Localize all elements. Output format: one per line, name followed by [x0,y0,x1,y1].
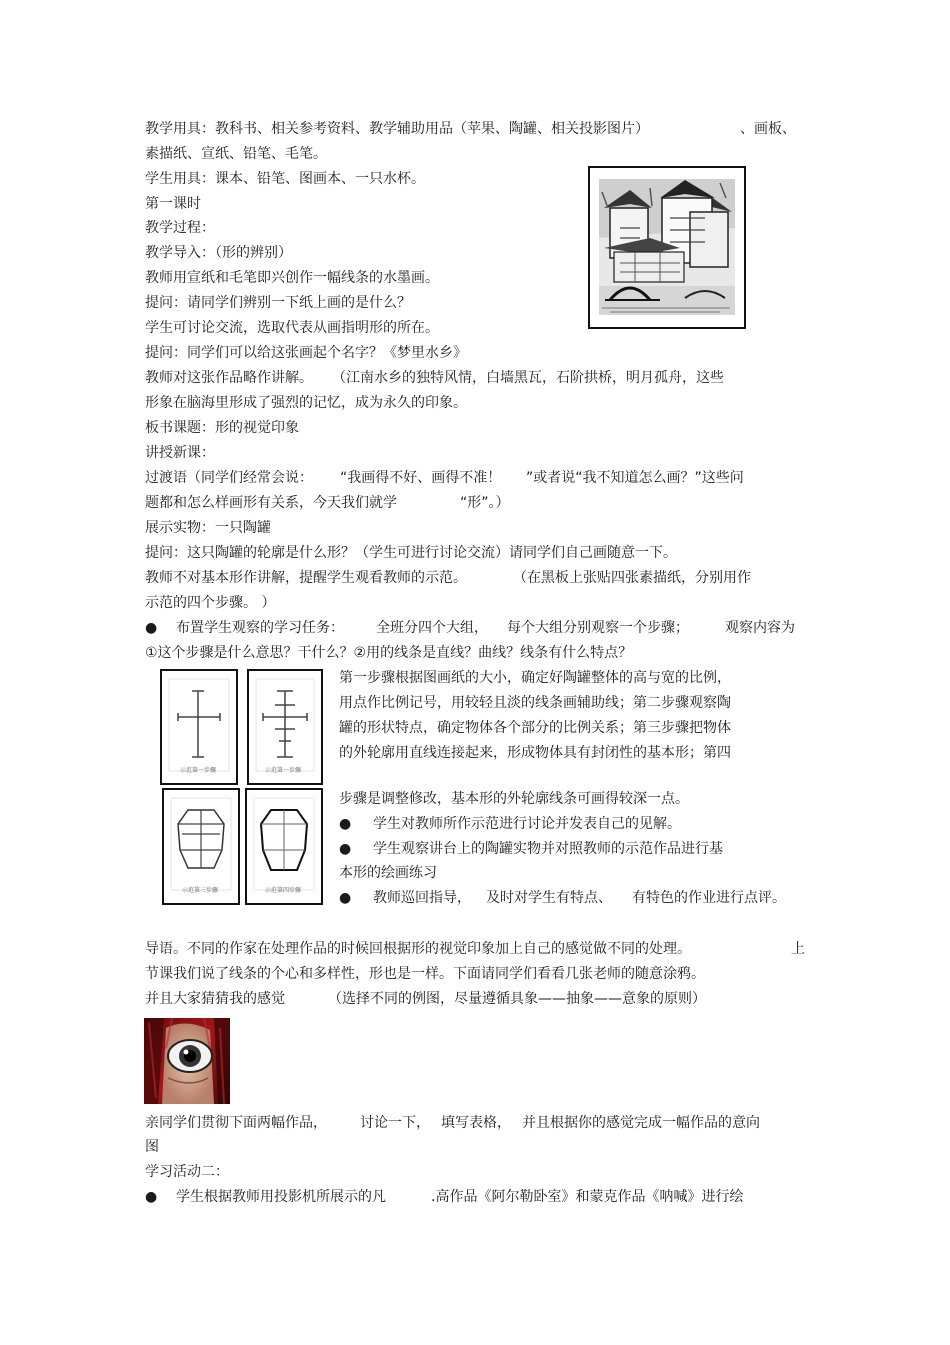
eye-doodle-image [144,1018,230,1104]
text-line: 提问：这只陶罐的轮廓是什么形？（学生可进行讨论交流）请同学们自己画随意一下。 [145,545,677,561]
text-line: 全班分四个大组， [376,620,488,636]
text-line: 有特色的作业进行点评。 [632,890,786,906]
text-line: 教师巡回指导， [373,890,471,906]
text-line: 并且大家猜猜我的感觉 [145,991,285,1007]
text-line: ”或者说“我不知道怎么画？”这些问 [526,470,744,486]
text-line: 教师对这张作品略作讲解。 [145,370,313,386]
text-line: 讨论一下， [360,1115,430,1131]
text-line: “形”。） [460,495,510,511]
text-line: 教师不对基本形作讲解，提醒学生观看教师的示范。 [145,570,467,586]
sketch-caption: 示范第一步骤 [265,767,302,774]
text-line: 亲同学们贯彻下面两幅作品， [145,1115,327,1131]
text-line: 的外轮廓用直线连接起来，形成物体具有封闭性的基本形；第四 [339,745,731,761]
text-line: （选择不同的例图，尽量遵循具象——抽象——意象的原则） [328,991,706,1007]
text-line: （在黑板上张贴四张素描纸，分别用作 [513,570,751,586]
text-line: 及时对学生有特点、 [486,890,612,906]
sketch-step-1 [160,669,238,785]
text-line: 图 [145,1139,159,1155]
text-line: 板书课题：形的视觉印象 [145,420,299,436]
text-line: 填写表格， [441,1115,511,1131]
text-line: 教师用宣纸和毛笔即兴创作一幅线条的水墨画。 [145,270,439,286]
text-line: 布置学生观察的学习任务： [176,620,344,636]
text-line: 学生可讨论交流，选取代表从画指明形的所在。 [145,320,439,336]
text-line: 学生根据教师用投影机所展示的凡 [176,1189,386,1205]
text-line: 学生对教师所作示范进行讨论并发表自己的见解。 [373,816,681,832]
sketch-caption: 示范第四步骤 [265,887,302,894]
sketch-step-3 [162,788,240,905]
bullet-icon [145,1187,157,1207]
bullet-icon [339,888,351,908]
text-line: 教学导入：（形的辨别） [145,245,292,261]
text-line: ①这个步骤是什么意思？干什么？②用的线条是直线？曲线？线条有什么特点？ [145,645,633,661]
text-line: 展示实物：一只陶罐 [145,520,271,536]
sketch-step-4 [245,788,323,905]
text-line: 学生用具：课本、铅笔、图画本、一只水杯。 [145,171,425,187]
text-line: 教学过程： [145,220,215,236]
text-line: （江南水乡的独特风情，白墙黑瓦，石阶拱桥，明月孤舟，这些 [332,370,724,386]
text-line: 过渡语（同学们经常会说： [145,470,313,486]
text-line: 观察内容为 [725,620,795,636]
bullet-icon [339,839,351,859]
text-line: 素描纸、宣纸、铅笔、毛笔。 [145,146,327,162]
ink-painting-image [588,166,746,329]
text-line: 导语。不同的作家在处理作品的时候回根据形的视觉印象加上自己的感觉做不同的处理。 [145,941,691,957]
text-line: 教学用具：教科书、相关参考资料、教学辅助用品（苹果、陶罐、相关投影图片） [145,121,649,137]
text-line: 并且根据你的感觉完成一幅作品的意向 [522,1115,760,1131]
sketch-step-2 [247,669,323,785]
text-line: 罐的形状特点，确定物体各个部分的比例关系；第三步骤把物体 [339,720,731,736]
text-line: 学生观察讲台上的陶罐实物并对照教师的示范作品进行基 [373,841,723,857]
text-line: 学习活动二： [145,1164,229,1180]
text-line: 用点作比例记号，用较轻且淡的线条画辅助线；第二步骤观察陶 [339,695,731,711]
lesson-heading: 第一课时 [145,196,201,212]
text-line: 题都和怎么样画形有关系，今天我们就学 [145,495,397,511]
bullet-icon [145,618,157,638]
text-line: 节课我们说了线条的个心和多样性，形也是一样。下面请同学们看看几张老师的随意涂鸦。 [145,966,705,982]
text-line: 提问：同学们可以给这张画起个名字？《梦里水乡》 [145,345,467,361]
text-line: 提问：请同学们辨别一下纸上画的是什么？ [145,295,411,311]
text-line: 形象在脑海里形成了强烈的记忆，成为永久的印象。 [145,395,467,411]
text-line: 示范的四个步骤。 ） [145,595,276,611]
text-line: 讲授新课： [145,445,215,461]
text-line: 每个大组分别观察一个步骤； [507,620,689,636]
text-line: 本形的绘画练习 [339,865,437,881]
text-line: 第一步骤根据图画纸的大小，确定好陶罐整体的高与宽的比例， [339,670,731,686]
text-line: 上 [791,941,805,957]
text-line: “我画得不好、画得不准！ [340,470,502,486]
sketch-caption: 示范第一步骤 [180,767,217,774]
text-line: 步骤是调整修改，基本形的外轮廓线条可画得较深一点。 [339,791,689,807]
bullet-icon [339,814,351,834]
text-line: 、画板、 [740,121,796,137]
text-line: .高作品《阿尔勒卧室》和蒙克作品《呐喊》进行绘 [431,1189,744,1205]
sketch-caption: 示范第三步骤 [182,887,219,894]
